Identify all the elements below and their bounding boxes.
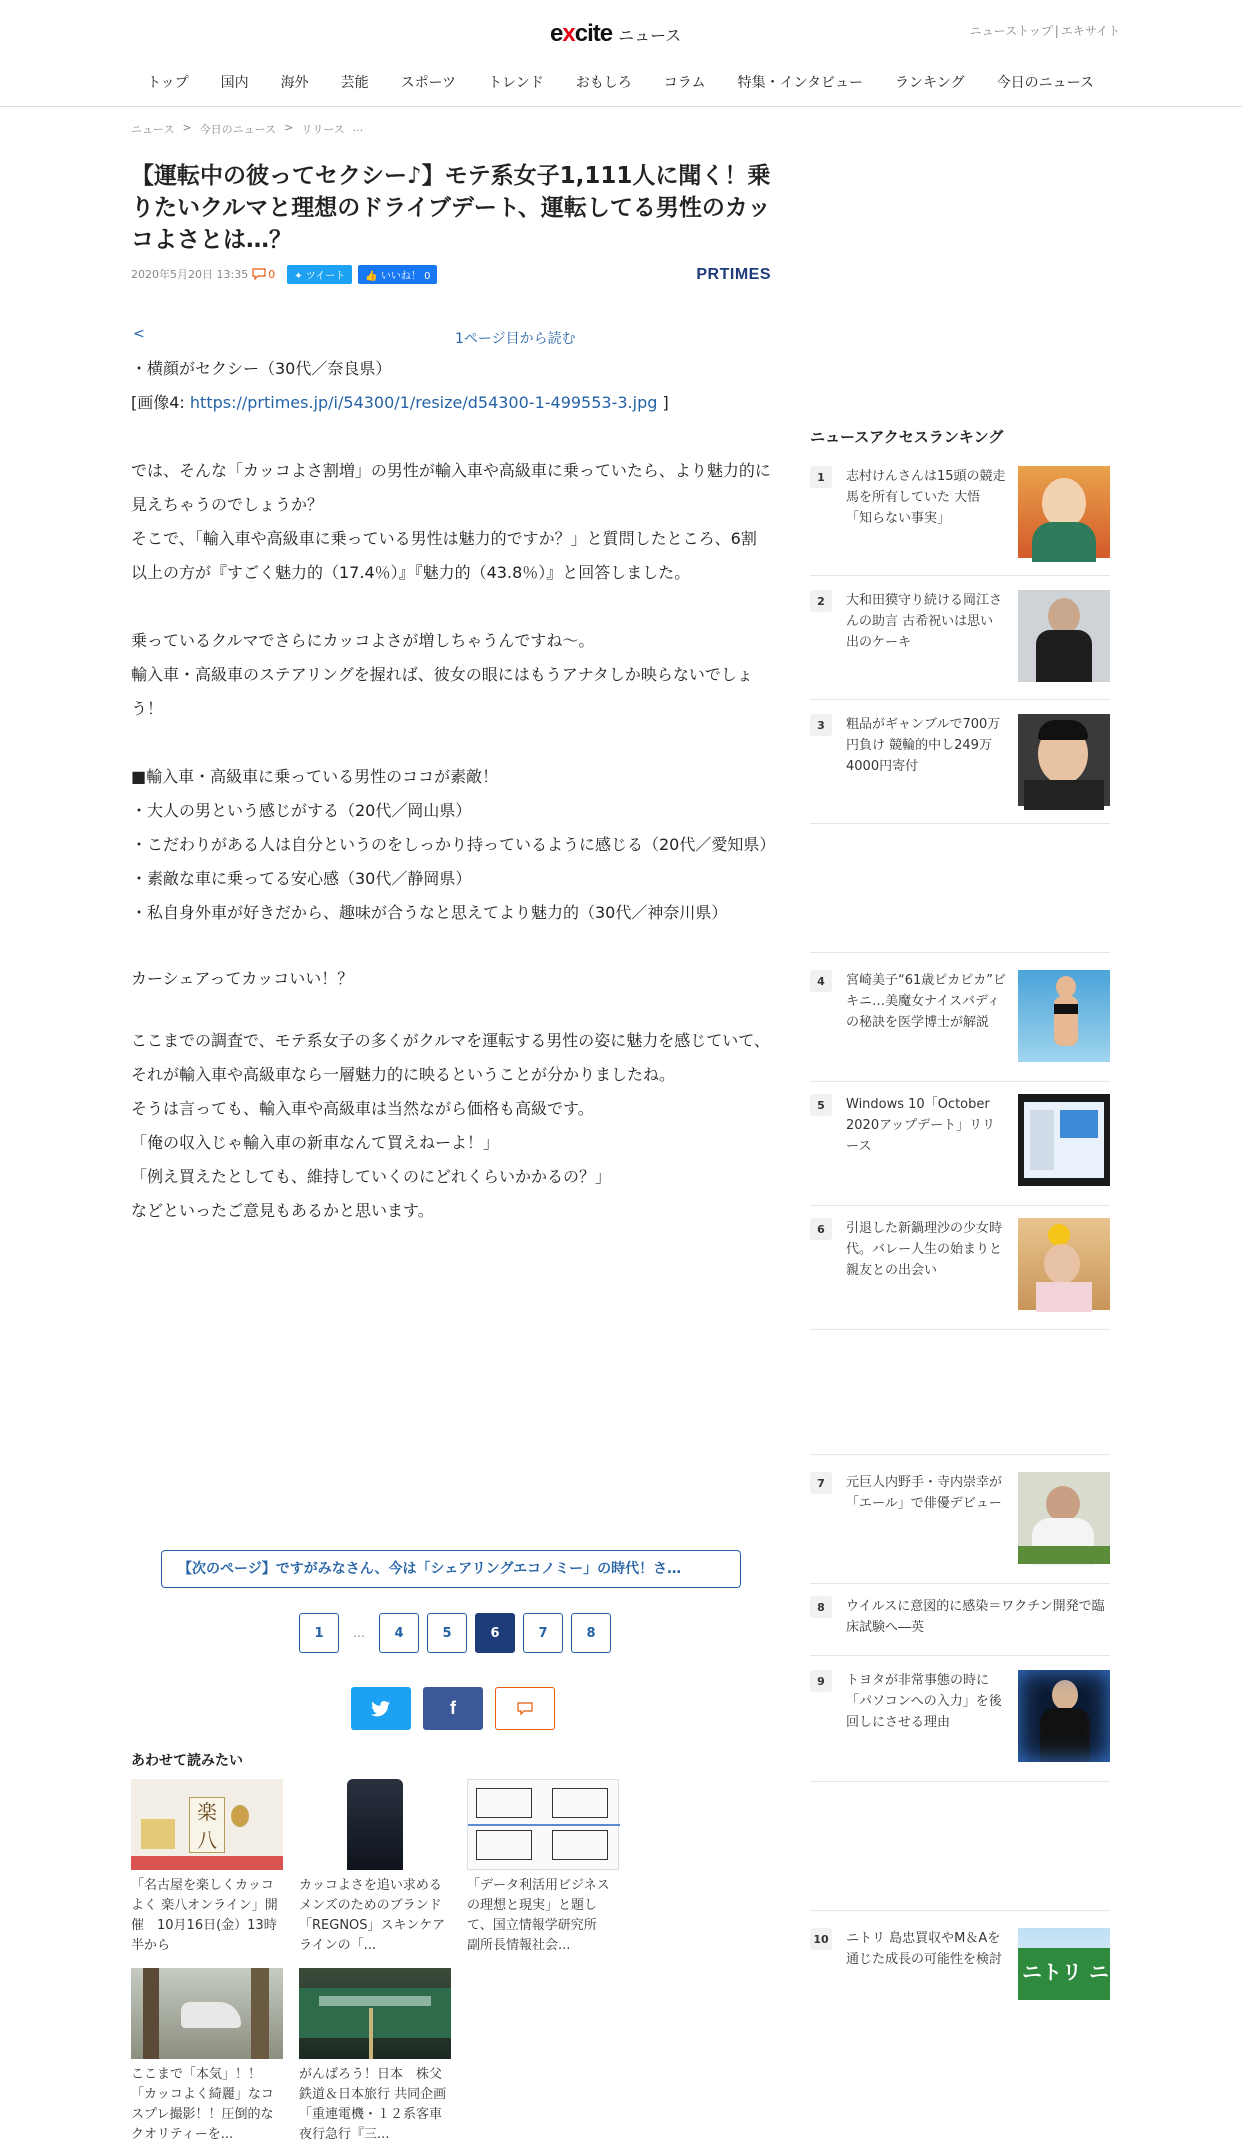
- body-blank: [131, 726, 771, 760]
- related-card[interactable]: [299, 1779, 451, 1956]
- related-title: 「データ利活用ビジネスの理想と現実」と題して、国立情報学研究所 副所長情報社会...: [467, 1878, 610, 1953]
- breadcrumb-current: ...: [352, 121, 364, 134]
- rank-title: 元巨人内野手・寺内崇幸が「エール」で俳優デビュー: [846, 1475, 1003, 1511]
- related-title: カッコよさを追い求めるメンズのためのブランド「REGNOS」スキンケアラインの「...: [299, 1878, 446, 1953]
- page-5[interactable]: 5: [427, 1613, 467, 1653]
- breadcrumb-news[interactable]: ニュース: [131, 123, 175, 136]
- rank-thumbnail: [1018, 466, 1110, 558]
- rank-title: ウイルスに意図的に感染＝ワクチン開発で臨床試験へ―英: [846, 1599, 1105, 1635]
- related-title: ここまで「本気」！！「カッコよく綺麗」なコスプレ撮影！！圧倒的なクオリティーを...: [131, 2067, 274, 2142]
- page-4[interactable]: 4: [379, 1613, 419, 1653]
- body-blank: [131, 590, 771, 624]
- rank-thumbnail: [1018, 590, 1110, 682]
- rank-number: 6: [810, 1218, 832, 1240]
- rank-thumbnail: [1018, 1928, 1129, 2000]
- source-logo[interactable]: PRTIMES: [696, 266, 771, 283]
- ranking-item[interactable]: [810, 1928, 1129, 2026]
- facebook-icon: f: [450, 1698, 456, 1718]
- body-para: ■輸入車・高級車に乗っている男性のココが素敵！: [131, 767, 499, 786]
- rank-title: 粗品がギャンブルで700万円負け 競輪的中し249万4000円寄付: [846, 717, 1001, 774]
- rank-title: Windows 10「October 2020アップデート」リリース: [846, 1097, 996, 1154]
- nav-sports[interactable]: スポーツ: [400, 75, 457, 91]
- body-para: ・大人の男という感じがする（20代／岡山県）: [131, 801, 472, 820]
- body-para: 「俺の収入じゃ輸入車の新車なんて買えねーよ！」: [131, 1133, 500, 1152]
- twitter-icon: [371, 1701, 391, 1717]
- share-comment-button[interactable]: [495, 1687, 555, 1730]
- ad-space: [810, 952, 1110, 953]
- nav-domestic[interactable]: 国内: [220, 75, 249, 91]
- nav-overseas[interactable]: 海外: [280, 75, 309, 91]
- rank-title: トヨタが非常事態の時に「パソコンへの入力」を後回しにさせる理由: [846, 1673, 1002, 1730]
- article-main: [131, 160, 776, 2142]
- rank-title: 大和田獏守り続ける岡江さんの助言 古希祝いは思い出のケーキ: [846, 593, 1003, 650]
- pager-top: [131, 326, 771, 348]
- rank-number: 9: [810, 1670, 832, 1692]
- ranking-item[interactable]: [810, 1472, 1110, 1584]
- related-thumbnail: [131, 1968, 283, 2059]
- body-para: ・横顔がセクシー（30代／奈良県）: [131, 359, 392, 378]
- body-para: などといったご意見もあるかと思います。: [131, 1201, 434, 1220]
- related-card[interactable]: [131, 1779, 283, 1956]
- site-header: [0, 0, 1242, 107]
- share-facebook-button[interactable]: [423, 1687, 483, 1730]
- rank-number: 3: [810, 714, 832, 736]
- rank-number: 5: [810, 1094, 832, 1116]
- article-body: [131, 352, 776, 1228]
- body-para: 「例え買えたとしても、維持していくのにどれくらいかかるの？」: [131, 1167, 612, 1186]
- rank-number: 2: [810, 590, 832, 612]
- related-card[interactable]: [467, 1779, 619, 1956]
- related-card[interactable]: [299, 1968, 451, 2145]
- related-thumbnail: [299, 1968, 451, 2059]
- breadcrumb-release[interactable]: リリース: [301, 123, 345, 136]
- body-para: そうは言っても、輸入車や高級車は当然ながら価格も高級です。: [131, 1099, 594, 1118]
- breadcrumb-sep: >: [182, 121, 192, 134]
- ranking-item[interactable]: [810, 714, 1110, 824]
- breadcrumb: [131, 121, 363, 137]
- ranking-item[interactable]: [810, 1596, 1110, 1656]
- image-ref: [画像4: https://prtimes.jp/i/54300/1/resize/d54300-1-499553-3.jpg ]: [131, 393, 669, 412]
- nav-trend[interactable]: トレンド: [488, 75, 544, 91]
- breadcrumb-sep: >: [284, 121, 294, 134]
- ranking-item[interactable]: [810, 466, 1110, 576]
- rank-title: 志村けんさんは15頭の競走馬を所有していた 大悟「知らない事実」: [846, 469, 1006, 526]
- body-para: 輸入車・高級車のステアリングを握れば、彼女の眼にはもうアナタしか映らないでしょう！: [131, 665, 753, 718]
- ad-space: [810, 1454, 1110, 1455]
- page-6-current[interactable]: 6: [475, 1613, 515, 1653]
- page-ellipsis: …: [353, 1626, 365, 1640]
- logo-main: excite: [550, 20, 613, 47]
- image-ref-link[interactable]: https://prtimes.jp/i/54300/1/resize/d54300-1-499553-3.jpg: [189, 393, 658, 412]
- rank-number: 4: [810, 970, 832, 992]
- related-heading: あわせて読みたい: [131, 1753, 243, 1769]
- related-thumbnail: 楽 八: [131, 1779, 283, 1870]
- article-title: 【運転中の彼ってセクシー♪】モテ系女子1,111人に聞く！乗りたいクルマと理想のドライブデート、運転してる男性のカッコよさとは…？: [131, 163, 771, 253]
- body-para: ・私自身外車が好きだから、趣味が合うなと思えてより魅力的（30代／神奈川県）: [131, 903, 728, 922]
- related-thumbnail: [299, 1779, 451, 1870]
- nav-entertainment[interactable]: 芸能: [340, 75, 369, 91]
- body-para: では、そんな「カッコよさ割増」の男性が輸入車や高級車に乗っていたら、より魅力的に見えちゃうのでしょうか？: [131, 461, 771, 514]
- rank-thumbnail: [1018, 714, 1110, 806]
- rank-thumbnail: [1018, 970, 1110, 1062]
- rank-title: 宮崎美子“61歳ピカピカ”ビキニ…美魔女ナイスバディの秘訣を医学博士が解説: [846, 973, 1007, 1030]
- comment-count-link[interactable]: [252, 268, 275, 281]
- global-nav: [131, 72, 1110, 92]
- related-thumbnail: [467, 1779, 619, 1870]
- rank-thumbnail: [1018, 1472, 1110, 1564]
- sidebar: [810, 426, 1129, 1984]
- body-para: ・こだわりがある人は自分というのをしっかり持っているように感じる（20代／愛知県）: [131, 835, 776, 854]
- next-page-link[interactable]: 【次のページ】ですがみなさん、今は「シェアリングエコノミー」の時代！さ…: [161, 1550, 741, 1588]
- link-news-top[interactable]: ニューストップ: [969, 24, 1053, 38]
- divider: |: [1054, 24, 1059, 38]
- ranking-item[interactable]: [810, 970, 1110, 1082]
- related-card[interactable]: [131, 1968, 283, 2145]
- rank-thumbnail: [1018, 1218, 1110, 1310]
- rank-thumbnail: [1018, 1670, 1110, 1762]
- nav-funny[interactable]: おもしろ: [575, 75, 632, 91]
- ad-space: [810, 1910, 1110, 1911]
- ranking-heading: ニュースアクセスランキング: [810, 428, 1004, 446]
- breadcrumb-today[interactable]: 今日のニュース: [199, 123, 277, 136]
- nav-column[interactable]: コラム: [663, 75, 706, 91]
- rank-number: 7: [810, 1472, 832, 1494]
- ranking-item[interactable]: [810, 1670, 1110, 1782]
- ranking-item[interactable]: [810, 1218, 1110, 1330]
- tweet-label: ツイート: [305, 270, 346, 282]
- related-title: がんばろう！日本 株父鉄道＆日本旅行 共同企画「重連電機・１２系客車 夜行急行『三...: [299, 2067, 447, 2142]
- body-blank: [131, 420, 771, 454]
- nav-feature[interactable]: 特集・インタビュー: [737, 75, 864, 91]
- site-logo[interactable]: [550, 14, 681, 48]
- like-button[interactable]: [358, 265, 437, 284]
- rank-title: 引退した新鍋理沙の少女時代。バレー人生の始まりと親友との出会い: [846, 1221, 1003, 1278]
- comment-icon: [517, 1702, 533, 1716]
- thumbs-up-icon: 👍: [365, 270, 378, 282]
- share-buttons: [351, 1687, 555, 1730]
- page-1[interactable]: 1: [299, 1613, 339, 1653]
- body-para: ここまでの調査で、モテ系女子の多くがクルマを運転する男性の姿に魅力を感じていて、それが輸入車や高級車なら一層魅力的に映るということが分かりましたね。: [131, 1031, 770, 1084]
- body-blank: [131, 930, 771, 964]
- nitori-sign: ニトリ ニト: [1022, 1960, 1129, 1984]
- ranking-item[interactable]: [810, 590, 1110, 700]
- comment-count: 0: [268, 267, 276, 281]
- share-twitter-button[interactable]: [351, 1687, 411, 1730]
- body-para: ・素敵な車に乗ってる安心感（30代／静岡県）: [131, 869, 472, 888]
- logo-sub: ニュース: [618, 26, 682, 45]
- nav-ranking[interactable]: ランキング: [895, 75, 965, 91]
- body-subheading: カーシェアってカッコいい！？: [131, 969, 354, 988]
- nav-today[interactable]: 今日のニュース: [996, 75, 1094, 91]
- rank-thumbnail: [1018, 1094, 1110, 1186]
- ranking-item[interactable]: [810, 1094, 1110, 1206]
- prev-page-link[interactable]: <: [133, 326, 145, 342]
- related-articles: [131, 1779, 771, 2145]
- tweet-button[interactable]: [287, 265, 352, 284]
- twitter-icon: ✦: [294, 270, 303, 282]
- page-8[interactable]: 8: [571, 1613, 611, 1653]
- rank-title: ニトリ 島忠買収やM＆Aを通じた成長の可能性を検討: [846, 1931, 1003, 1967]
- article-meta: [131, 264, 771, 284]
- comment-icon: [252, 268, 266, 280]
- pagination: [299, 1613, 611, 1653]
- article-date: 2020年5月20日 13:35: [131, 268, 249, 281]
- like-label: いいね！ 0: [380, 270, 431, 282]
- first-page-link[interactable]: 1ページ目から読む: [455, 331, 576, 347]
- rank-number: 8: [810, 1596, 832, 1618]
- top-links: [970, 22, 1120, 39]
- related-title: 「名古屋を楽しくカッコよく 楽八オンライン」開催 10月16日(金）13時半から: [131, 1878, 278, 1953]
- page-7[interactable]: 7: [523, 1613, 563, 1653]
- rank-number: 1: [810, 466, 832, 488]
- body-para: そこで、「輸入車や高級車に乗っている男性は魅力的ですか？」と質問したところ、6割以上の方が『すごく魅力的（17.4％）』『魅力的（43.8％）』と回答しました。: [131, 529, 757, 582]
- link-excite[interactable]: エキサイト: [1060, 24, 1120, 38]
- rank-number: 10: [810, 1928, 832, 1950]
- body-para: 乗っているクルマでさらにカッコよさが増しちゃうんですね～。: [131, 631, 595, 650]
- nav-top[interactable]: トップ: [147, 75, 189, 91]
